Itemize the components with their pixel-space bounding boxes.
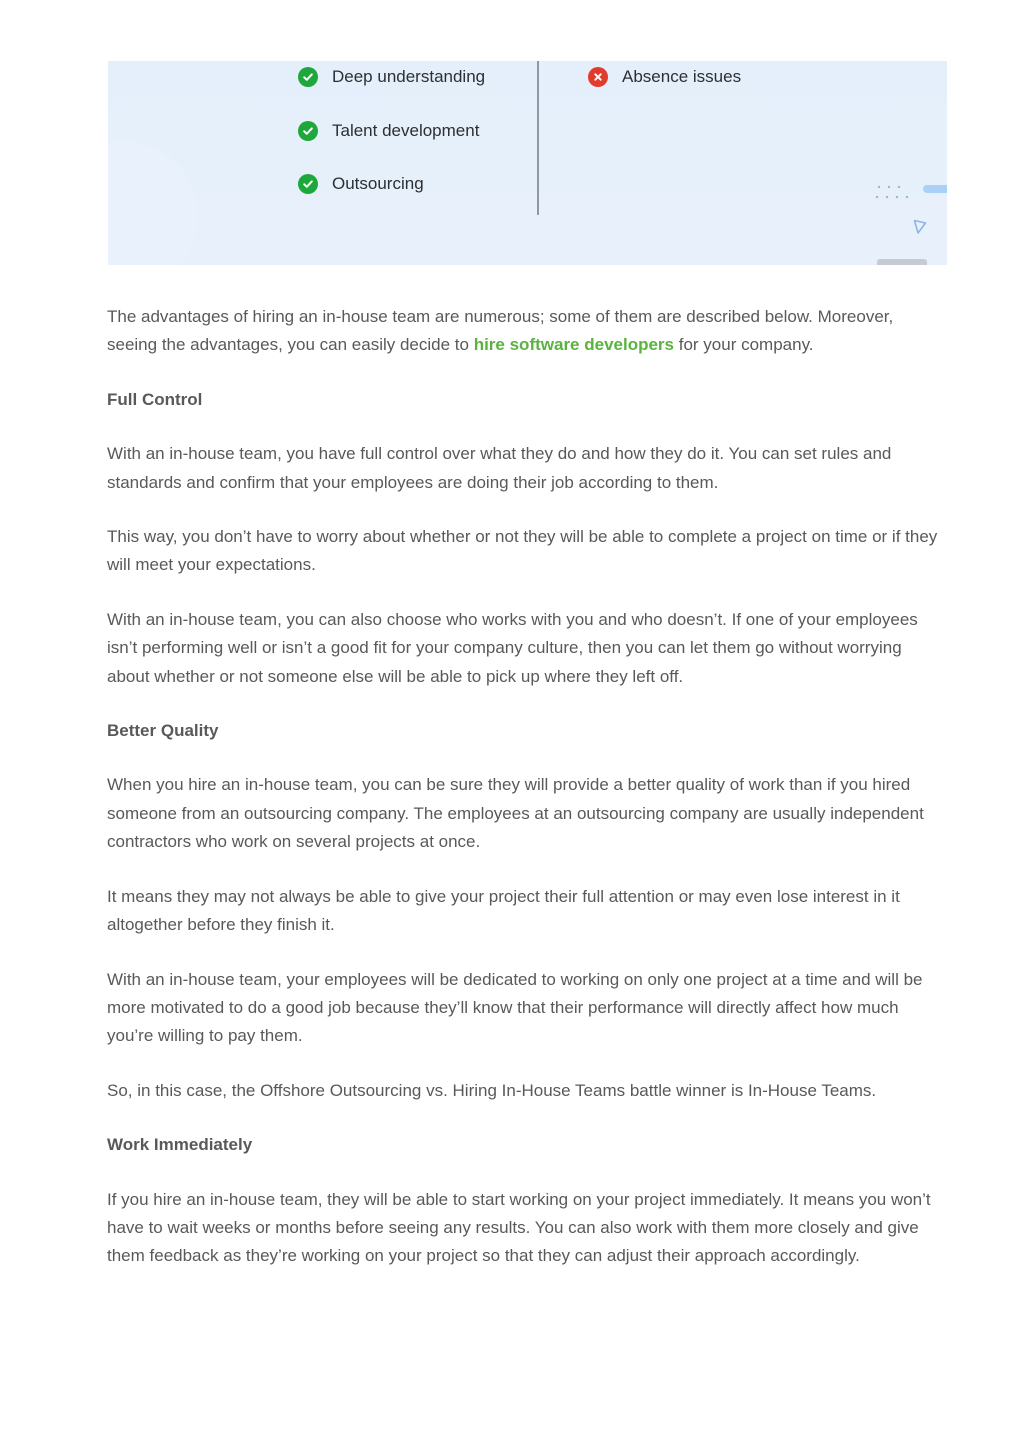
heading-work-immediately: Work Immediately [107,1135,253,1155]
decorative-bar [923,185,947,193]
sparkle-dots-icon [875,183,919,203]
paragraph: If you hire an in-house team, they will be able to start working on your project immediately. It means you won’t have to wait weeks or months before seeing any results. You can also work with them more closely and give them feedback as they’re working on your project so that they can adjust their approach accordingly. [107,1189,931,1266]
paragraph: When you hire an in-house team, you can be sure they will provide a better quality of work than if you hired someone from an outsourcing company. The employees at an outsourcing company are usually independent contractors who work on several projects at once. [107,775,924,852]
check-circle-icon [298,121,318,141]
play-triangle-icon [913,219,927,235]
paragraph: It means they may not always be able to give your project their full attention or may even lose interest in it altogether before they finish it. [107,886,900,935]
pro-label: Outsourcing [332,174,424,193]
check-circle-icon [298,67,318,87]
hire-software-developers-link[interactable]: hire software developers [473,335,675,355]
con-item-absence-issues [588,67,741,87]
decorative-base [877,259,927,265]
con-label: Absence issues [622,67,742,86]
x-circle-icon [588,67,608,87]
intro-paragraph: The advantages of hiring an in-house team are numerous; some of them are described below. Moreover, seeing the advantages, you can easily decide to hire software developers for your company. [107,307,894,355]
paragraph: With an in-house team, you have full control over what they do and how they do it. You can set rules and standards and confirm that your employees are doing their job according to them. [107,444,892,492]
heading-better-quality: Better Quality [107,721,219,741]
paragraph: So, in this case, the Offshore Outsourcing vs. Hiring In-House Teams battle winner is In-House Teams. [107,1080,877,1100]
heading-full-control: Full Control [107,389,203,409]
pro-item-deep-understanding [298,67,485,87]
pro-item-talent-development [298,121,479,141]
pro-label: Deep understanding [332,67,486,86]
comparison-banner [108,61,947,265]
paragraph: This way, you don’t have to worry about whether or not they will be able to complete a project on time or if they will meet your expectations. [107,527,938,575]
paragraph: With an in-house team, you can also choose who works with you and who doesn’t. If one of your employees isn’t performing well or isn’t a good fit for your company culture, then you can let them go without worrying about whether or not someone else will be able to pick up where they left off. [107,609,918,686]
pro-label: Talent development [332,121,480,140]
paragraph: With an in-house team, your employees will be dedicated to working on only one project at a time and will be more motivated to do a good job because they’ll know that their performance will directly affect how much you’re willing to pay them. [107,969,923,1046]
column-divider [537,61,539,215]
decorative-circle [108,141,198,265]
pro-item-outsourcing [298,174,424,194]
check-circle-icon [298,174,318,194]
article-body [107,303,947,1297]
